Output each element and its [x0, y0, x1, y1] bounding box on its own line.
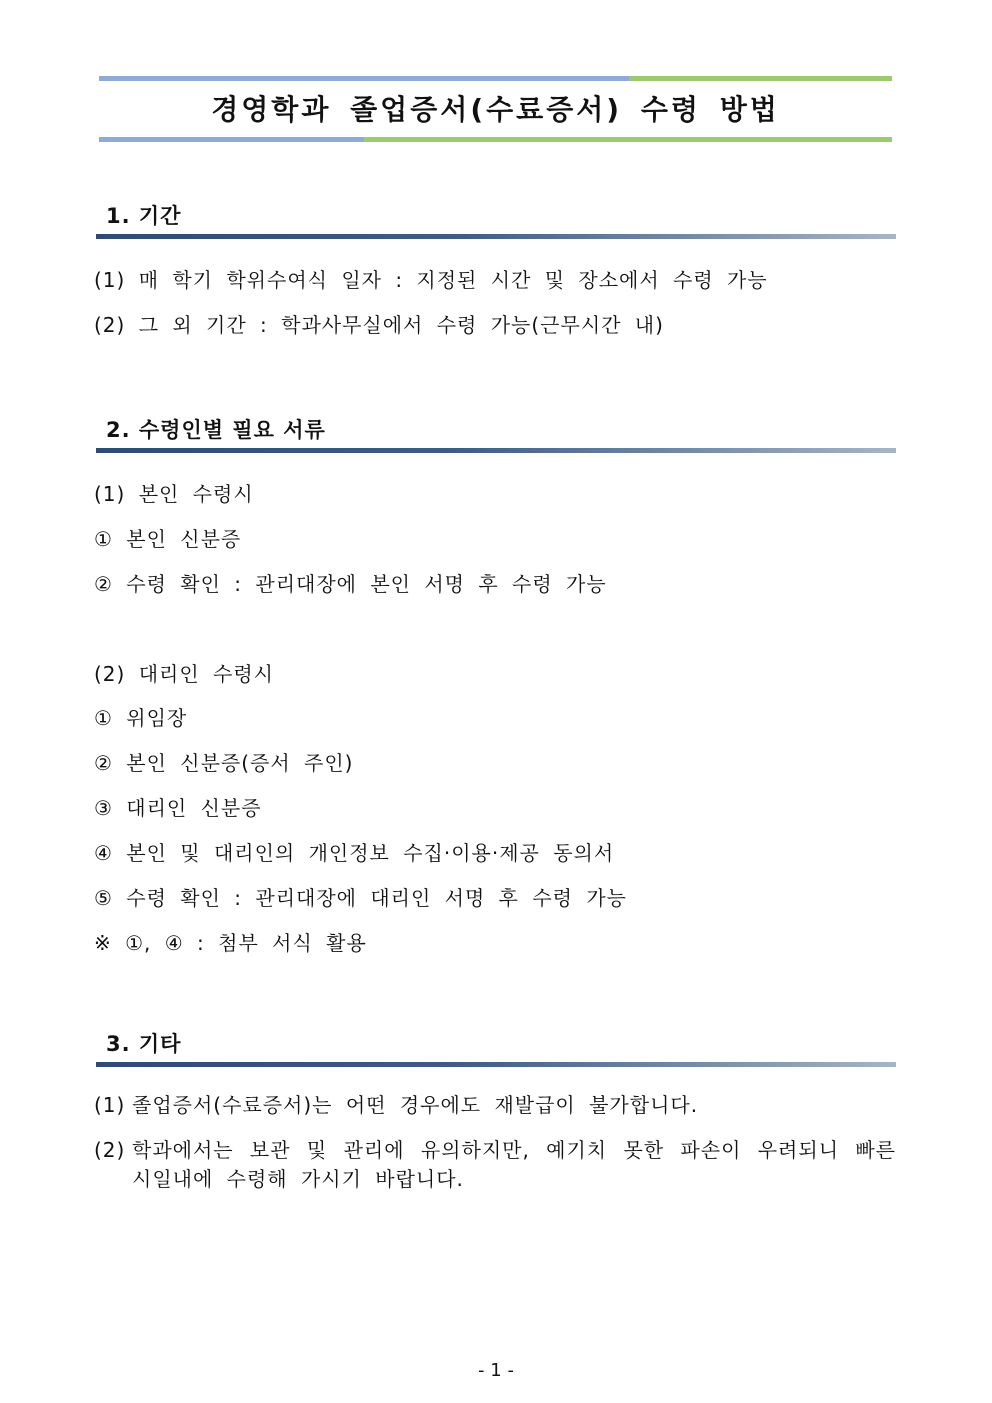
list-item: ① 본인 신분증 — [94, 527, 242, 551]
subsection-label-self: (1) 본인 수령시 — [94, 482, 254, 506]
list-item: ② 본인 신분증(증서 주인) — [94, 751, 354, 775]
list-item: ④ 본인 및 대리인의 개인정보 수집·이용·제공 동의서 — [94, 841, 615, 865]
paragraph — [94, 1136, 896, 1194]
section-heading-documents: 2. 수령인별 필요 서류 — [106, 418, 326, 442]
paragraph-text: 학과에서는 보관 및 관리에 유의하지만, 예기치 못한 파손이 우려되니 빠른 시일내에 수령해 가시기 바랍니다. — [132, 1138, 896, 1191]
section-rule — [96, 448, 896, 453]
page-number: - 1 - — [478, 1360, 514, 1381]
title-top-rule — [99, 76, 892, 81]
subsection-label-proxy: (2) 대리인 수령시 — [94, 662, 274, 686]
section-rule — [96, 1062, 896, 1067]
list-item: (1) 매 학기 학위수여식 일자 : 지정된 시간 및 장소에서 수령 가능 — [94, 268, 768, 292]
list-item: ① 위임장 — [94, 706, 188, 730]
section-rule — [96, 234, 896, 239]
paragraph-text: 졸업증서(수료증서)는 어떤 경우에도 재발급이 불가합니다. — [132, 1093, 699, 1117]
section-heading-other: 3. 기타 — [106, 1032, 182, 1056]
paragraph — [94, 1091, 896, 1120]
section-heading-period: 1. 기간 — [106, 204, 182, 228]
list-item: ③ 대리인 신분증 — [94, 796, 262, 820]
title-bottom-rule — [99, 137, 892, 142]
paragraph-number: (1) — [94, 1093, 126, 1117]
page-title: 경영학과 졸업증서(수료증서) 수령 방법 — [211, 93, 780, 126]
note: ※ ①, ④ : 첨부 서식 활용 — [94, 931, 367, 955]
list-item: ② 수령 확인 : 관리대장에 본인 서명 후 수령 가능 — [94, 572, 607, 596]
list-item: ⑤ 수령 확인 : 관리대장에 대리인 서명 후 수령 가능 — [94, 886, 627, 910]
list-item: (2) 그 외 기간 : 학과사무실에서 수령 가능(근무시간 내) — [94, 313, 664, 337]
paragraph-number: (2) — [94, 1138, 126, 1162]
